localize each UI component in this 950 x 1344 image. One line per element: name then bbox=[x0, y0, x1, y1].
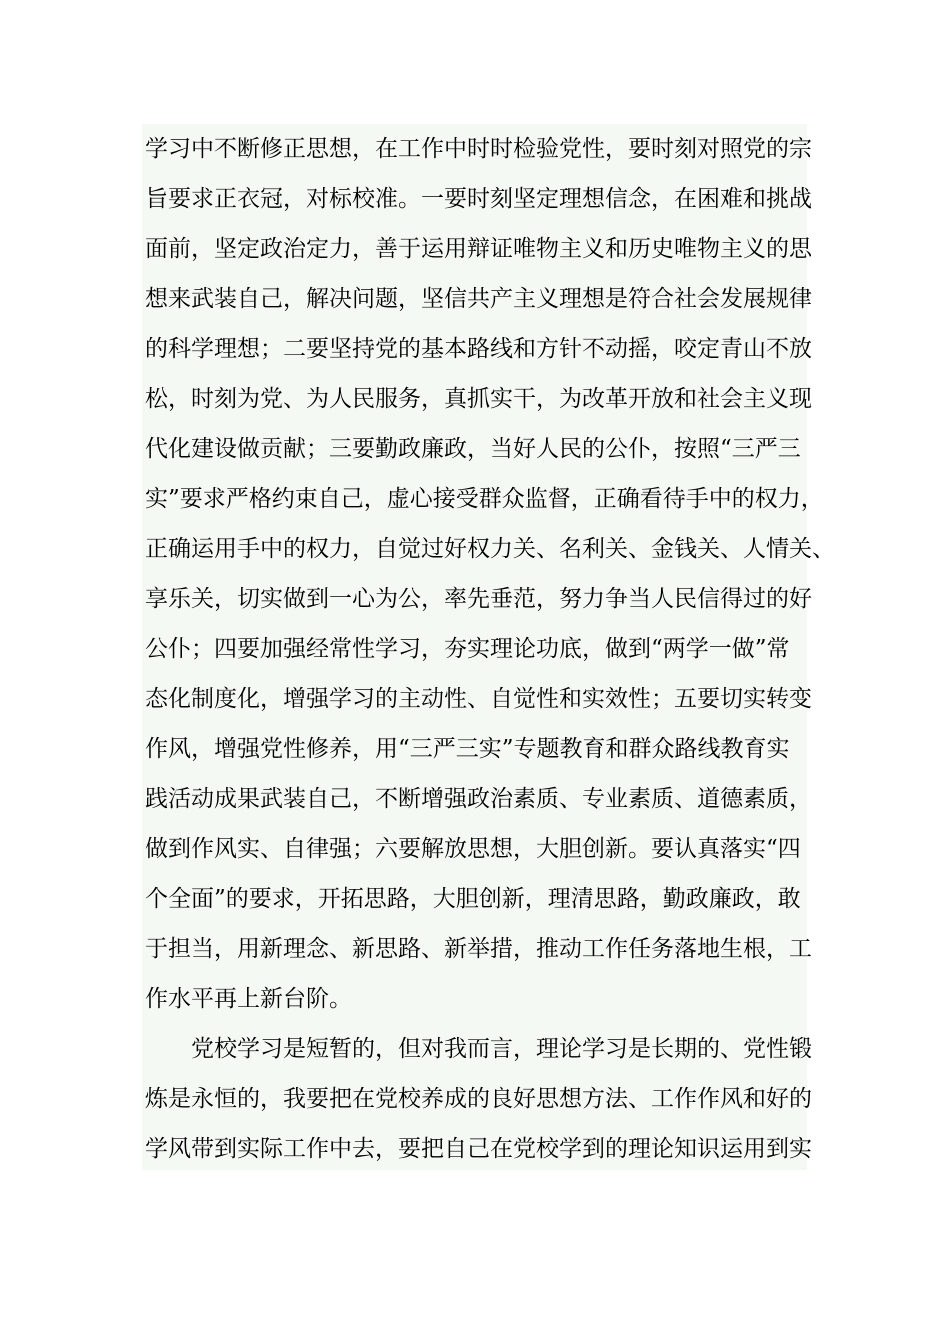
text-line: 旨要求正衣冠，对标校准。一要时刻坚定理想信念，在困难和挑战 bbox=[145, 186, 812, 212]
text-line: 践活动成果武装自己，不断增强政治素质、专业素质、道德素质， bbox=[145, 786, 812, 812]
text-line: 于担当，用新理念、新思路、新举措，推动工作任务落地生根，工 bbox=[145, 936, 812, 962]
text-line: 想来武装自己，解决问题，坚信共产主义理想是符合社会发展规律 bbox=[145, 286, 812, 312]
text-line: 党校学习是短暂的，但对我而言，理论学习是长期的、党性锻 bbox=[145, 1036, 812, 1062]
body-text-block bbox=[142, 124, 835, 1170]
text-line: 实”要求严格约束自己，虚心接受群众监督，正确看待手中的权力， bbox=[145, 486, 824, 512]
text-line: 松，时刻为党、为人民服务，真抓实干，为改革开放和社会主义现 bbox=[145, 386, 812, 412]
text-line: 的科学理想；二要坚持党的基本路线和方针不动摇，咬定青山不放 bbox=[145, 336, 812, 362]
text-line: 面前，坚定政治定力，善于运用辩证唯物主义和历史唯物主义的思 bbox=[145, 236, 812, 262]
text-line: 公仆；四要加强经常性学习，夯实理论功底，做到“两学一做”常 bbox=[145, 636, 790, 662]
text-line: 代化建设做贡献；三要勤政廉政，当好人民的公仆，按照“三严三 bbox=[145, 436, 801, 462]
text-line: 正确运用手中的权力，自觉过好权力关、名利关、金钱关、人情关、 bbox=[145, 536, 835, 562]
text-line: 作水平再上新台阶。 bbox=[145, 986, 352, 1012]
text-line: 作风，增强党性修养，用“三严三实”专题教育和群众路线教育实 bbox=[145, 736, 790, 762]
text-line: 学风带到实际工作中去，要把自己在党校学到的理论知识运用到实 bbox=[145, 1136, 812, 1162]
text-line: 个全面”的要求，开拓思路，大胆创新，理清思路，勤政廉政，敢 bbox=[145, 886, 801, 912]
text-line: 炼是永恒的，我要把在党校养成的良好思想方法、工作作风和好的 bbox=[145, 1086, 812, 1112]
text-line: 态化制度化，增强学习的主动性、自觉性和实效性；五要切实转变 bbox=[145, 686, 812, 712]
text-line: 学习中不断修正思想，在工作中时时检验党性，要时刻对照党的宗 bbox=[145, 136, 812, 162]
text-line: 享乐关，切实做到一心为公，率先垂范，努力争当人民信得过的好 bbox=[145, 586, 812, 612]
text-line: 做到作风实、自律强；六要解放思想，大胆创新。要认真落实“四 bbox=[145, 836, 801, 862]
